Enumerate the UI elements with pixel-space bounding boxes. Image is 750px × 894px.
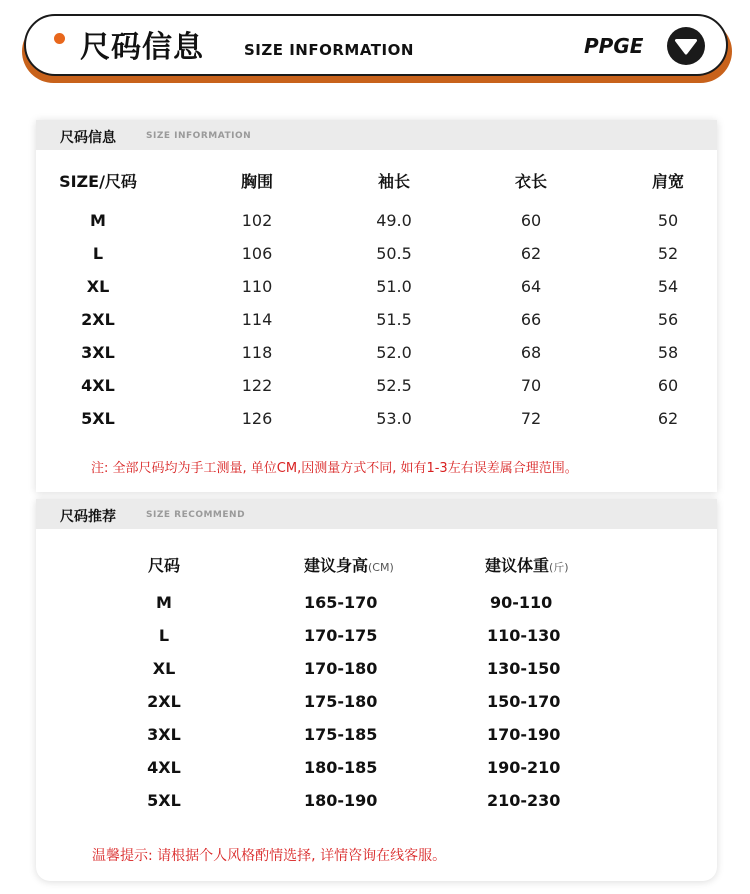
rec-cell-weight: 110-130 — [487, 626, 561, 645]
rec-cell-height: 180-185 — [304, 758, 378, 777]
rec-cell-weight: 190-210 — [487, 758, 561, 777]
page-title: 尺码信息 — [80, 30, 204, 65]
table-cell-size: 5XL — [81, 409, 115, 428]
col-header-height: 建议身高(CM) — [304, 556, 394, 575]
rec-cell-height: 165-170 — [304, 593, 378, 612]
table-cell-size: M — [90, 211, 106, 230]
table-cell: 52.0 — [376, 343, 412, 362]
measurement-note: 注: 全部尺码均为手工测量, 单位CM,因测量方式不同, 如有1-3左右误差属合理范围。 — [91, 461, 578, 476]
table-cell-size: 2XL — [81, 310, 115, 329]
col-header-size: 尺码 — [148, 556, 181, 575]
rec-cell-size: XL — [152, 659, 176, 678]
rec-cell-height: 170-180 — [304, 659, 378, 678]
table-cell: 118 — [241, 343, 273, 362]
table-cell: 58 — [657, 343, 679, 362]
size-recommend-title: 尺码推荐 — [60, 509, 116, 525]
table-cell: 110 — [241, 277, 273, 296]
table-cell: 52 — [657, 244, 679, 263]
table-cell: 50.5 — [376, 244, 412, 263]
chevron-down-circle-icon[interactable] — [667, 27, 705, 65]
rec-cell-height: 170-175 — [304, 626, 378, 645]
page-subtitle: SIZE INFORMATION — [244, 41, 414, 59]
table-cell: 60 — [657, 376, 679, 395]
table-cell: 51.0 — [376, 277, 412, 296]
recommend-tip: 温馨提示: 请根据个人风格酌情选择, 详情咨询在线客服。 — [92, 848, 447, 864]
table-cell: 60 — [520, 211, 542, 230]
table-cell: 49.0 — [376, 211, 412, 230]
table-cell: 64 — [520, 277, 542, 296]
rec-cell-size: 4XL — [147, 758, 181, 777]
weight-unit: (斤) — [549, 561, 569, 574]
brand-logo: PPGE — [584, 34, 644, 58]
rec-cell-weight: 130-150 — [487, 659, 561, 678]
accent-dot-icon — [54, 33, 65, 44]
table-cell: 114 — [241, 310, 273, 329]
table-cell: 102 — [241, 211, 273, 230]
col-header-size: SIZE/尺码 — [59, 172, 137, 191]
table-cell: 62 — [520, 244, 542, 263]
table-cell: 52.5 — [376, 376, 412, 395]
rec-cell-weight: 90-110 — [490, 593, 553, 612]
size-recommend-panel — [36, 499, 717, 881]
size-info-header — [36, 120, 717, 150]
table-cell: 62 — [657, 409, 679, 428]
rec-cell-height: 175-180 — [304, 692, 378, 711]
rec-cell-weight: 210-230 — [487, 791, 561, 810]
table-cell: 126 — [241, 409, 273, 428]
size-info-subtitle: SIZE INFORMATION — [146, 131, 252, 141]
table-cell: 72 — [520, 409, 542, 428]
table-cell-size: 3XL — [81, 343, 115, 362]
rec-cell-size: L — [158, 626, 170, 645]
col-header-chest: 胸围 — [240, 172, 273, 191]
table-cell: 122 — [241, 376, 273, 395]
table-cell-size: XL — [86, 277, 110, 296]
size-info-title: 尺码信息 — [60, 130, 116, 146]
size-recommend-subtitle: SIZE RECOMMEND — [146, 510, 246, 520]
table-cell: 54 — [657, 277, 679, 296]
col-header-length: 衣长 — [514, 172, 547, 191]
table-cell-size: 4XL — [81, 376, 115, 395]
size-info-panel — [36, 120, 717, 492]
table-cell: 50 — [657, 211, 679, 230]
rec-cell-weight: 170-190 — [487, 725, 561, 744]
table-cell: 66 — [520, 310, 542, 329]
height-unit: (CM) — [368, 561, 394, 574]
rec-cell-weight: 150-170 — [487, 692, 561, 711]
rec-cell-height: 180-190 — [304, 791, 378, 810]
table-cell: 56 — [657, 310, 679, 329]
col-header-weight: 建议体重(斤) — [485, 556, 569, 575]
size-recommend-header — [36, 499, 717, 529]
rec-cell-size: M — [156, 593, 172, 612]
rec-cell-size: 3XL — [147, 725, 181, 744]
table-cell-size: L — [92, 244, 104, 263]
col-header-sleeve: 袖长 — [377, 172, 410, 191]
table-cell: 51.5 — [376, 310, 412, 329]
rec-cell-height: 175-185 — [304, 725, 378, 744]
table-cell: 70 — [520, 376, 542, 395]
rec-cell-size: 2XL — [147, 692, 181, 711]
table-cell: 106 — [241, 244, 273, 263]
col-header-shoulder: 肩宽 — [651, 172, 684, 191]
table-cell: 68 — [520, 343, 542, 362]
table-cell: 53.0 — [376, 409, 412, 428]
rec-cell-size: 5XL — [147, 791, 181, 810]
